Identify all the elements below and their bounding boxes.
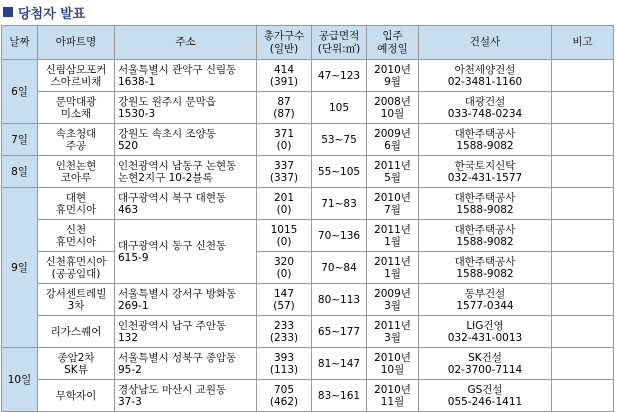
date-cell: 6일 (2, 60, 38, 124)
units-cell: 1015 (0) (257, 220, 312, 252)
header-area: 공급면적 (단위:㎡) (312, 26, 367, 60)
units-cell: 201 (0) (257, 188, 312, 220)
move-in-cell: 2010년 9월 (367, 60, 419, 92)
address-cell: 강원도 원주시 문막읍 1530-3 (115, 92, 257, 124)
page-title-text: 당첨자 발표 (18, 6, 86, 22)
header-apartment: 아파트명 (38, 26, 115, 60)
apartment-cell: 속초청대 주공 (38, 124, 115, 156)
date-cell: 9일 (2, 188, 38, 348)
note-cell (552, 348, 614, 380)
address-cell: 대구광역시 동구 신천동 615-9 (115, 220, 257, 284)
units-cell: 233 (233) (257, 316, 312, 348)
area-cell: 81~147 (312, 348, 367, 380)
area-cell: 105 (312, 92, 367, 124)
header-address: 주소 (115, 26, 257, 60)
table-row (2, 60, 614, 92)
address-cell: 서울특별시 강서구 방화동 269-1 (115, 284, 257, 316)
area-cell: 70~136 (312, 220, 367, 252)
date-cell: 10일 (2, 348, 38, 412)
apartment-cell: 신천휴먼시아 (공공임대) (38, 252, 115, 284)
units-cell: 337 (337) (257, 156, 312, 188)
note-cell (552, 220, 614, 252)
move-in-cell: 2011년 1월 (367, 220, 419, 252)
move-in-cell: 2009년 6월 (367, 124, 419, 156)
date-cell: 7일 (2, 124, 38, 156)
builder-cell: 아천세양건설 02-3481-1160 (419, 60, 552, 92)
area-cell: 83~161 (312, 380, 367, 412)
table-row (2, 316, 614, 348)
date-cell: 8일 (2, 156, 38, 188)
note-cell (552, 60, 614, 92)
note-cell (552, 316, 614, 348)
apartment-cell: 강서센트레빌 3차 (38, 284, 115, 316)
header-date: 날짜 (2, 26, 38, 60)
address-cell: 인천광역시 남구 주안동 132 (115, 316, 257, 348)
note-cell (552, 252, 614, 284)
note-cell (552, 92, 614, 124)
address-cell: 경상남도 마산시 교원동 37-3 (115, 380, 257, 412)
table-row (2, 252, 614, 284)
apartment-cell: 대현 휴먼시아 (38, 188, 115, 220)
table-row (2, 156, 614, 188)
page-title (3, 1, 85, 23)
area-cell: 47~123 (312, 60, 367, 92)
table-row (2, 92, 614, 124)
note-cell (552, 380, 614, 412)
note-cell (552, 188, 614, 220)
area-cell: 80~113 (312, 284, 367, 316)
move-in-cell: 2009년 3월 (367, 284, 419, 316)
builder-cell: GS건설 055-246-1411 (419, 380, 552, 412)
header-builder: 건설사 (419, 26, 552, 60)
address-cell: 대구광역시 북구 대현동 463 (115, 188, 257, 220)
builder-cell: 대광건설 033-748-0234 (419, 92, 552, 124)
header-units: 총가구수 (일반) (257, 26, 312, 60)
address-cell: 강원도 속초시 조양동 520 (115, 124, 257, 156)
winners-table (1, 25, 614, 412)
move-in-cell: 2011년 5월 (367, 156, 419, 188)
builder-cell: SK건설 02-3700-7114 (419, 348, 552, 380)
apartment-cell: 인천논현 코아루 (38, 156, 115, 188)
units-cell: 87 (87) (257, 92, 312, 124)
table-row (2, 188, 614, 220)
header-move-in: 입주 예정일 (367, 26, 419, 60)
units-cell: 147 (57) (257, 284, 312, 316)
table-row (2, 348, 614, 380)
apartment-cell: 신림삼모포커 스아르비채 (38, 60, 115, 92)
apartment-cell: 종암2차 SK뷰 (38, 348, 115, 380)
table-row (2, 124, 614, 156)
builder-cell: 대한주택공사 1588-9082 (419, 220, 552, 252)
units-cell: 414 (391) (257, 60, 312, 92)
move-in-cell: 2010년 7월 (367, 188, 419, 220)
builder-cell: 동부건설 1577-0344 (419, 284, 552, 316)
move-in-cell: 2010년 10월 (367, 348, 419, 380)
area-cell: 65~177 (312, 316, 367, 348)
note-cell (552, 124, 614, 156)
builder-cell: 대한주택공사 1588-9082 (419, 252, 552, 284)
builder-cell: LIG건영 032-431-0013 (419, 316, 552, 348)
address-cell: 서울특별시 관악구 신림동 1638-1 (115, 60, 257, 92)
units-cell: 705 (462) (257, 380, 312, 412)
header-note: 비고 (552, 26, 614, 60)
units-cell: 320 (0) (257, 252, 312, 284)
address-cell: 인천광역시 남동구 논현동 논현2지구 10-2블록 (115, 156, 257, 188)
apartment-cell: 무학자이 (38, 380, 115, 412)
move-in-cell: 2011년 1월 (367, 252, 419, 284)
area-cell: 53~75 (312, 124, 367, 156)
apartment-cell: 리가스퀘어 (38, 316, 115, 348)
area-cell: 55~105 (312, 156, 367, 188)
note-cell (552, 284, 614, 316)
apartment-cell: 문막대광 미소채 (38, 92, 115, 124)
title-bullet-icon (3, 7, 13, 17)
area-cell: 70~84 (312, 252, 367, 284)
note-cell (552, 156, 614, 188)
units-cell: 393 (113) (257, 348, 312, 380)
apartment-cell: 신천 휴먼시아 (38, 220, 115, 252)
table-row (2, 380, 614, 412)
builder-cell: 대한주택공사 1588-9082 (419, 188, 552, 220)
address-cell: 서울특별시 성북구 종암동 95-2 (115, 348, 257, 380)
move-in-cell: 2011년 3월 (367, 316, 419, 348)
area-cell: 71~83 (312, 188, 367, 220)
header-row (2, 26, 614, 60)
move-in-cell: 2008년 10월 (367, 92, 419, 124)
builder-cell: 한국토지신탁 032-431-1577 (419, 156, 552, 188)
table-row (2, 220, 614, 252)
table-row (2, 284, 614, 316)
units-cell: 371 (0) (257, 124, 312, 156)
builder-cell: 대한주택공사 1588-9082 (419, 124, 552, 156)
move-in-cell: 2010년 11월 (367, 380, 419, 412)
